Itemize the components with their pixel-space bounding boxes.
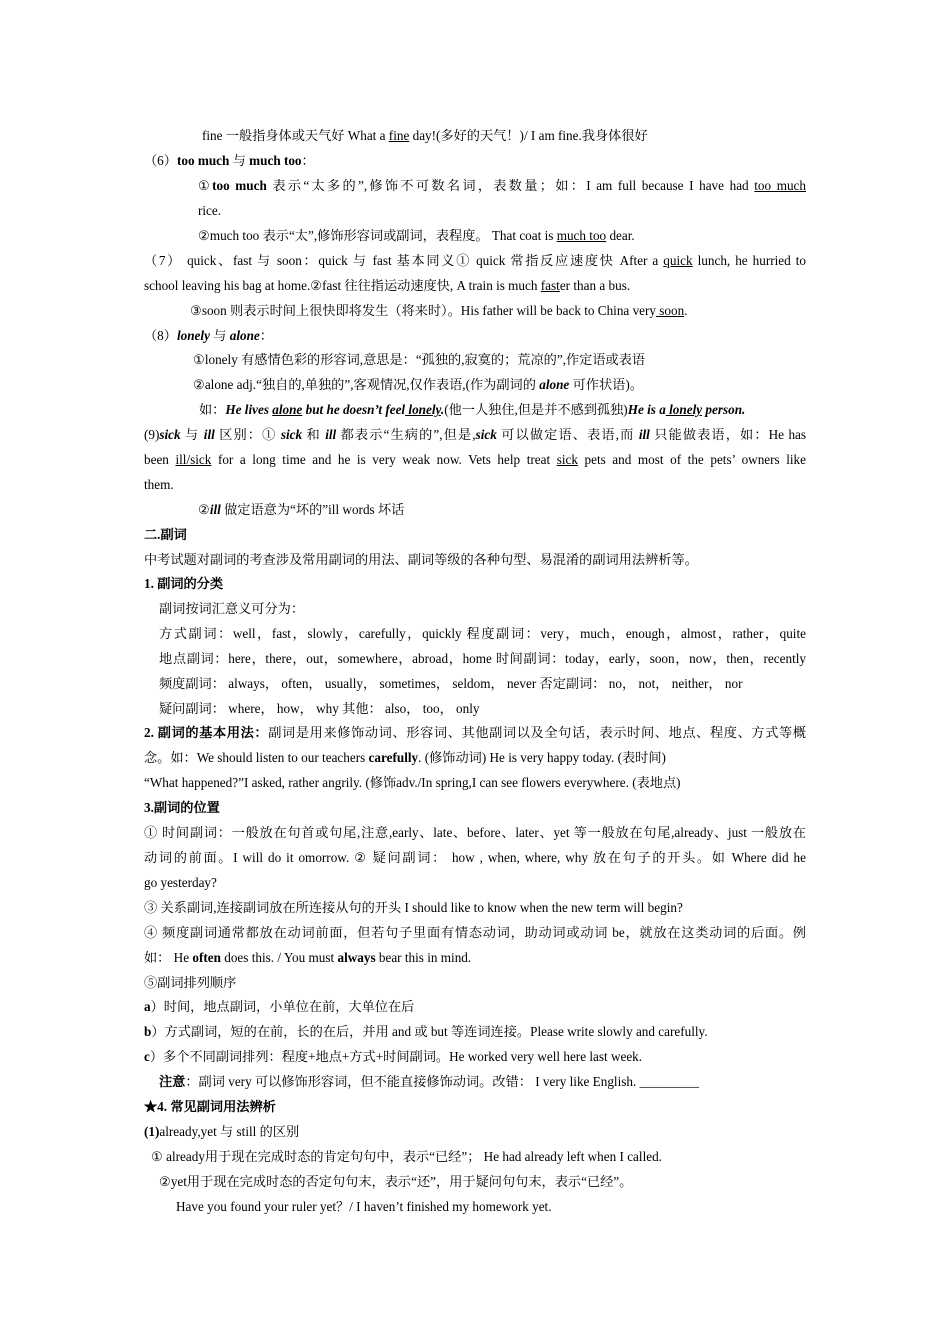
text-run: （7） quick、fast 与 soon：quick 与 fast 基本同义① quick 常指反应速度快 After a (144, 253, 664, 268)
text-line (159, 675, 742, 693)
text-run: ill (325, 427, 337, 442)
text-run: ③soon 则表示时间上很快即将发生（将来时）。His father will be back to China very (190, 303, 656, 318)
text-run: （8） (144, 328, 177, 343)
text-line (144, 1023, 708, 1041)
text-run: person. (702, 402, 746, 417)
text-run: ： (301, 153, 315, 168)
text-run: ① already用于现在完成时态的肯定句句中，表示“已经”； He had already left when I called. (151, 1149, 662, 1164)
text-run: pets and most of the pets’ owners like (577, 452, 806, 467)
text-run: 与 (209, 328, 230, 343)
text-run: ②much too 表示“太”,修饰形容词或副词，表程度。 That coat is (198, 228, 557, 243)
text-run: bear this in mind. (375, 950, 472, 965)
text-line (159, 625, 806, 643)
text-run: does this. / You must (220, 950, 338, 965)
text-line (151, 1148, 662, 1166)
text-run: always (337, 950, 376, 965)
text-run: 区别：① (214, 427, 281, 442)
text-run: ② (198, 502, 210, 517)
note-line (159, 1073, 699, 1091)
text-line (144, 849, 806, 867)
text-run: 疑问副词： where， how， why 其他： also， too， only (159, 701, 480, 716)
text-run: (9) (144, 427, 160, 442)
text-line (193, 351, 645, 369)
text-run: lunch, he hurried to (692, 253, 806, 268)
text-run: 与 (229, 153, 250, 168)
text-run: 做定语意为“坏的”ill words 坏话 (220, 502, 405, 517)
text-run: ）多个不同副词排列：程度+地点+方式+时间副词。He worked very well here last week. (149, 1049, 643, 1064)
text-run: ②alone adj.“独自的,单独的”,客观情况,仅作表语,(作为副词的 (193, 377, 540, 392)
text-line (198, 202, 221, 220)
text-run: 都表示“生病的”,但是, (336, 427, 476, 442)
text-run: ① (198, 178, 213, 193)
text-run: already,yet 与 still 的区别 (159, 1124, 300, 1139)
text-line (144, 949, 471, 967)
text-line (159, 1173, 632, 1191)
text-run: too much (176, 153, 230, 168)
text-run: . (440, 402, 445, 417)
text-run: (1) (144, 1124, 160, 1139)
text-line (144, 974, 236, 992)
text-run: ）时间，地点副词，小单位在前，大单位在后 (150, 999, 415, 1014)
text-run: fine (388, 128, 410, 143)
text-run: much too (556, 228, 607, 243)
text-run: soon (656, 303, 685, 318)
text-run: ： (259, 328, 273, 343)
text-run: 地点副词：here，there，out，somewhere，abroad，home 时间副词：today，early，soon，now，then，recently (159, 651, 806, 666)
text-run: 与 (180, 427, 204, 442)
text-run: sick (159, 427, 181, 442)
text-line (159, 600, 304, 618)
text-run: 中考试题对副词的考查涉及常用副词的用法、副词等级的各种句型、易混淆的副词用法辨析等。 (144, 552, 698, 567)
text-run: ill (638, 427, 650, 442)
text-run: 3.副词的位置 (144, 800, 220, 815)
text-line (144, 1048, 642, 1066)
text-run: b (144, 1024, 152, 1039)
text-run: ：副词 very 可以修饰形容词，但不能直接修饰动词。改错： I very like English. _________ (185, 1074, 699, 1089)
text-line (144, 476, 174, 494)
text-line (190, 302, 688, 320)
text-run: ③ 关系副词,连接副词放在所连接从句的开头 I should like to know when the new term will begin? (144, 900, 683, 915)
text-run: . (修饰动词) He is very happy today. (表时间) (418, 750, 666, 765)
text-line (198, 501, 404, 519)
text-run: sick (556, 452, 578, 467)
text-line (144, 749, 666, 767)
text-run: ②yet用于现在完成时态的否定句句末，表示“还”，用于疑问句句末，表示“已经”。 (159, 1174, 633, 1189)
text-run: He is a (627, 402, 666, 417)
text-run: 注意 (159, 1074, 186, 1089)
text-line (144, 1123, 299, 1141)
text-line (144, 551, 698, 569)
text-run: ★4. 常见副词用法辨析 (144, 1099, 276, 1114)
text-run: them. (144, 477, 174, 492)
text-line (144, 998, 414, 1016)
text-line (144, 152, 315, 170)
text-line (202, 127, 648, 145)
text-run: 二.副词 (144, 527, 187, 542)
text-run: 念。如：We should listen to our teachers (144, 750, 369, 765)
text-run: dear. (606, 228, 635, 243)
text-run: sick (475, 427, 497, 442)
text-line (176, 1198, 552, 1216)
text-run: fast (540, 278, 560, 293)
text-run: too much (754, 178, 806, 193)
text-run: er than a bus. (559, 278, 631, 293)
text-run: go yesterday? (144, 875, 217, 890)
text-run: much too (249, 153, 302, 168)
text-run: sick (280, 427, 303, 442)
text-run: 可以做定语、表语,而 (496, 427, 639, 442)
text-line (199, 401, 745, 419)
text-run: (他一人独住,但是并不感到孤独) (444, 402, 628, 417)
text-run: c (144, 1049, 150, 1064)
text-run: fine 一般指身体或天气好 What a (202, 128, 389, 143)
text-run: often (192, 950, 221, 965)
text-run: lonely (665, 402, 703, 417)
text-run: 2. 副词的基本用法： (144, 725, 269, 740)
text-line (144, 824, 806, 842)
text-line (144, 724, 806, 742)
text-run: ⑤副词排列顺序 (144, 975, 237, 990)
text-line (144, 451, 806, 469)
text-line (144, 277, 630, 295)
section-heading (144, 526, 187, 544)
text-run: ①lonely 有感情色彩的形容词,意思是：“孤独的,寂寞的；荒凉的”,作定语或表语 (193, 352, 646, 367)
text-run: ill/sick (175, 452, 212, 467)
text-run: “What happened?”I asked, rather angrily. (修饰adv./In spring,I can see flowers everywhere. (表地点) (144, 775, 681, 790)
text-line (144, 899, 683, 917)
text-run: lonely (405, 402, 441, 417)
text-run: 可作状语)。 (569, 377, 643, 392)
text-run: . (684, 303, 688, 318)
text-line (198, 227, 635, 245)
text-line (159, 650, 806, 668)
text-run: （6） (144, 153, 177, 168)
text-run: quick (663, 253, 693, 268)
text-run: Have you found your ruler yet？/ I haven’t finished my homework yet. (176, 1199, 552, 1214)
section-heading (144, 575, 223, 593)
text-run: school leaving his bag at home.②fast 往往指运动速度快, A train is much (144, 278, 541, 293)
text-run: He lives (225, 402, 273, 417)
text-run: ）方式副词，短的在前，长的在后，并用 and 或 but 等连词连接。Please write slowly and carefully. (151, 1024, 708, 1039)
text-run: day!(多好的天气！)/ I am fine.我身体很好 (409, 128, 648, 143)
text-run: 如： He (144, 950, 193, 965)
text-run: 1. 副词的分类 (144, 576, 224, 591)
text-run: 方式副词：well，fast，slowly，carefully，quickly 程度副词：very，much，enough，almost，rather，quite (159, 626, 806, 641)
text-run: 只能做表语，如：He has (649, 427, 807, 442)
text-run: been (144, 452, 176, 467)
text-run: 副词按词汇意义可分为： (159, 601, 305, 616)
text-run: alone (229, 328, 260, 343)
text-line (144, 774, 681, 792)
text-line (198, 177, 806, 195)
text-run: ④ 频度副词通常都放在动词前面，但若句子里面有情态动词，助动词或动词 be，就放在这类动词的后面。例 (144, 925, 806, 940)
text-run: 表示“太多的”,修饰不可数名词，表数量；如：I am full because I have had (266, 178, 755, 193)
text-run: 和 (302, 427, 326, 442)
text-run: lonely (176, 328, 210, 343)
text-line (144, 924, 806, 942)
text-line (144, 874, 217, 892)
section-heading (144, 1098, 276, 1116)
text-run: rice. (198, 203, 222, 218)
text-run: ill (209, 502, 221, 517)
text-run: ① 时间副词：一般放在句首或句尾,注意,early、late、before、later、yet 等一般放在句尾,already、just 一般放在 (144, 825, 806, 840)
text-run: ill (203, 427, 215, 442)
text-run: alone (272, 402, 303, 417)
text-line (144, 327, 273, 345)
text-run: a (144, 999, 151, 1014)
text-line (144, 426, 806, 444)
section-heading (144, 799, 220, 817)
text-run: for a long time and he is very weak now. Vets help treat (211, 452, 557, 467)
text-run: but he doesn’t feel (302, 402, 406, 417)
text-run: 如： (199, 402, 226, 417)
text-line (159, 700, 480, 718)
text-run: carefully (368, 750, 419, 765)
text-run: 副词是用来修饰动词、形容词、其他副词以及全句话，表示时间、地点、程度、方式等概 (268, 725, 807, 740)
text-run: 频度副词： always， often， usually， sometimes， seldom， never 否定副词： no， not， neither， nor (159, 676, 743, 691)
text-line (144, 252, 806, 270)
text-run: too much (212, 178, 267, 193)
text-run: 动词的前面。I will do it omorrow. ② 疑问副词： how , when, where, why 放在句子的开头。如 Where did he (144, 850, 806, 865)
text-line (193, 376, 643, 394)
text-run: alone (539, 377, 570, 392)
